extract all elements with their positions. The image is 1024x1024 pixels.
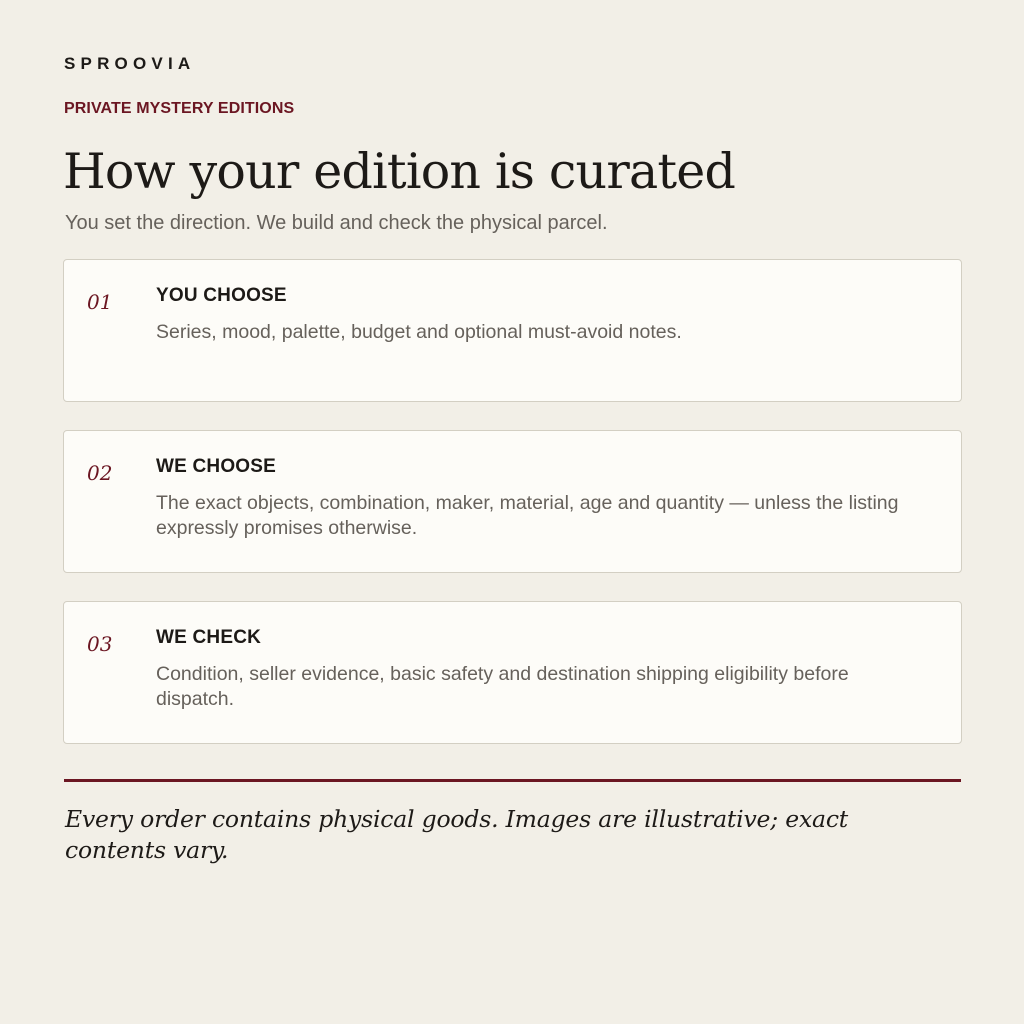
step-number: 02 xyxy=(87,461,113,485)
step-description: Condition, seller evidence, basic safety and destination shipping eligibility before dispatch. xyxy=(156,663,849,710)
step-card-we-check xyxy=(63,601,962,744)
step-number: 03 xyxy=(87,632,113,656)
step-card-you-choose xyxy=(63,259,962,402)
step-description: The exact objects, combination, maker, material, age and quantity — unless the listing expressly promises otherwise. xyxy=(156,492,899,539)
step-number: 01 xyxy=(87,290,113,314)
step-title: WE CHECK xyxy=(156,627,262,648)
page-title: How your edition is curated xyxy=(63,143,736,200)
step-card-we-choose xyxy=(63,430,962,573)
step-description: Series, mood, palette, budget and optional must-avoid notes. xyxy=(156,321,682,343)
footer-note: Every order contains physical goods. Images are illustrative; exact contents vary. xyxy=(65,805,849,864)
step-title: WE CHOOSE xyxy=(156,456,277,477)
brand-logo: SPROOVIA xyxy=(64,54,196,73)
page-subtitle: You set the direction. We build and check the physical parcel. xyxy=(65,212,608,234)
eyebrow-label: PRIVATE MYSTERY EDITIONS xyxy=(64,100,295,117)
accent-divider xyxy=(64,779,961,782)
steps-list xyxy=(63,259,962,772)
step-title: YOU CHOOSE xyxy=(156,285,287,306)
